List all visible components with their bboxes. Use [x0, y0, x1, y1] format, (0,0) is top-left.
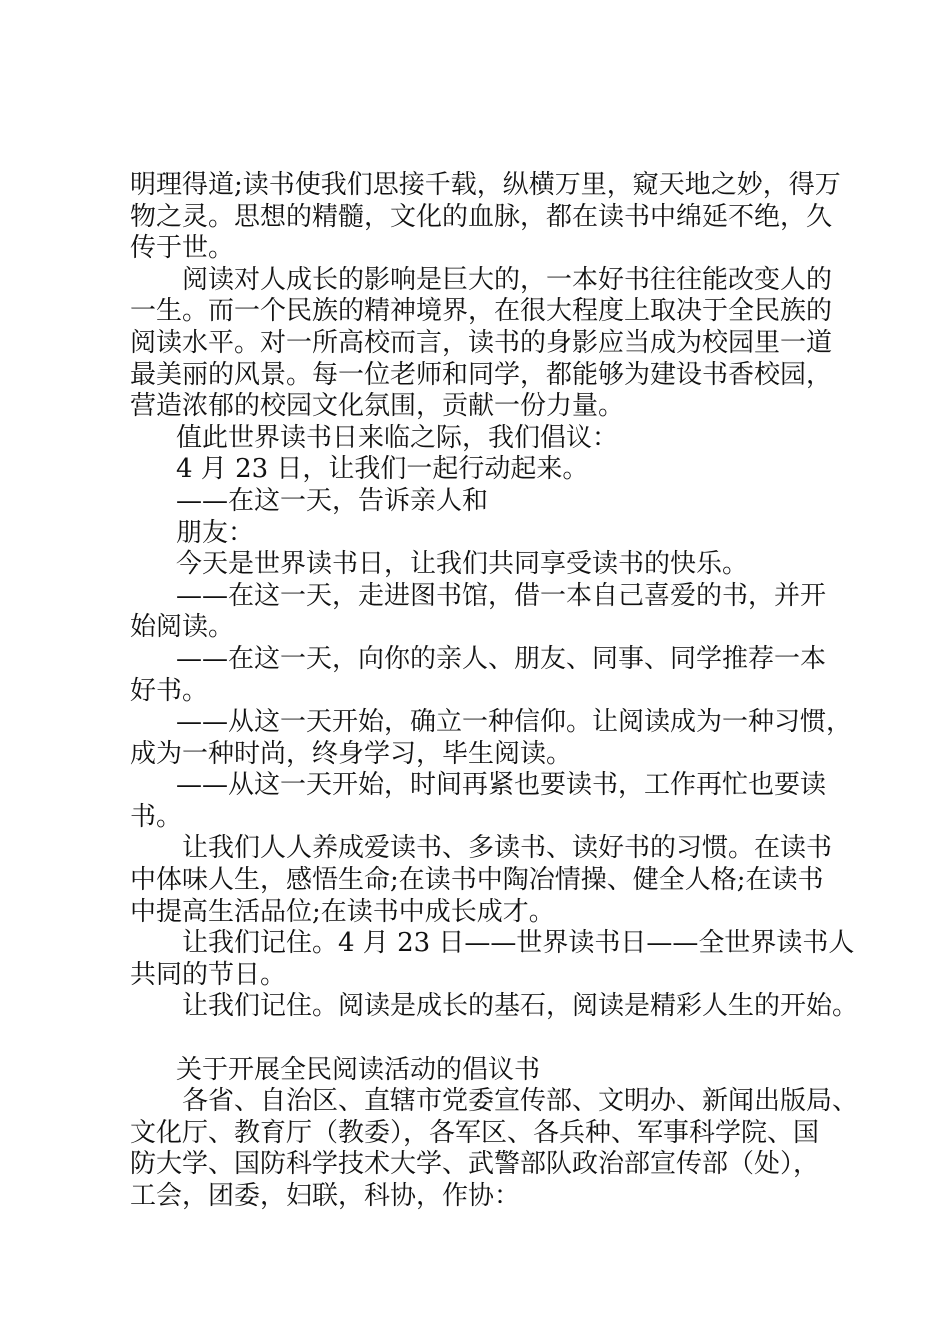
document-body — [130, 170, 859, 1213]
text-line: 阅读水平。对一所高校而言，读书的身影应当成为校园里一道 — [130, 327, 833, 358]
proposal-item-continued: 朋友： — [176, 517, 255, 548]
proposal-item: ——从这一天开始，时间再紧也要读书，工作再忙也要读 — [176, 770, 827, 801]
proposal-item: ——在这一天，向你的亲人、朋友、同事、同学推荐一本 — [176, 643, 827, 674]
text-line: 中体味人生，感悟生命;在读书中陶冶情操、健全人格;在读书 — [130, 865, 824, 896]
text-line: 共同的节日。 — [130, 959, 287, 990]
blank-line — [130, 1023, 850, 1055]
text-line: 最美丽的风景。每一位老师和同学，都能够为建设书香校园， — [130, 359, 833, 390]
date-line: 4 月 23 日，让我们一起行动起来。 — [176, 454, 589, 485]
text-line: 好书。 — [130, 675, 209, 706]
text-line: 始阅读。 — [130, 612, 235, 643]
text-line: 工会，团委，妇联，科协，作协： — [130, 1181, 521, 1211]
proposal-item: ——从这一天开始，确立一种信仰。让阅读成为一种习惯， — [176, 707, 853, 738]
text-line: 文化厅、教育厅（教委），各军区、各兵种、军事科学院、国 — [130, 1117, 820, 1148]
proposal-intro: 值此世界读书日来临之际，我们倡议： — [176, 422, 619, 453]
text-line: 书。 — [130, 801, 183, 832]
text-line: 一生。而一个民族的精神境界，在很大程度上取决于全民族的 — [130, 296, 833, 327]
paragraph-first-line: 让我们记住。阅读是成长的基石，阅读是精彩人生的开始。 — [182, 991, 859, 1022]
text-line: 营造浓郁的校园文化氛围，贡献一份力量。 — [130, 391, 625, 422]
text-line: 中提高生活品位;在读书中成长成才。 — [130, 896, 555, 927]
text-line: 明理得道;读书使我们思接千载，纵横万里，窥天地之妙，得万 — [130, 170, 841, 200]
proposal-item: ——在这一天，走进图书馆，借一本自己喜爱的书，并开 — [176, 580, 827, 611]
paragraph-first-line: 各省、自治区、直辖市党委宣传部、文明办、新闻出版局、 — [182, 1086, 859, 1117]
proposal-item: ——在这一天，告诉亲人和 — [176, 485, 489, 516]
text-line: 防大学、国防科学技术大学、武警部队政治部宣传部（处）， — [130, 1149, 820, 1180]
section-title: 关于开展全民阅读活动的倡议书 — [176, 1054, 541, 1085]
paragraph-first-line: 让我们人人养成爱读书、多读书、读好书的习惯。在读书 — [182, 833, 833, 864]
paragraph-first-line: 阅读对人成长的影响是巨大的，一本好书往往能改变人的 — [182, 264, 833, 295]
text-line: 物之灵。思想的精髓，文化的血脉，都在读书中绵延不绝，久 — [130, 201, 833, 232]
paragraph-first-line: 让我们记住。4 月 23 日——世界读书日——全世界读书人 — [182, 928, 855, 959]
text-line: 成为一种时尚，终身学习，毕生阅读。 — [130, 738, 573, 769]
proposal-item: 今天是世界读书日，让我们共同享受读书的快乐。 — [176, 549, 749, 580]
text-line: 传于世。 — [130, 233, 235, 264]
